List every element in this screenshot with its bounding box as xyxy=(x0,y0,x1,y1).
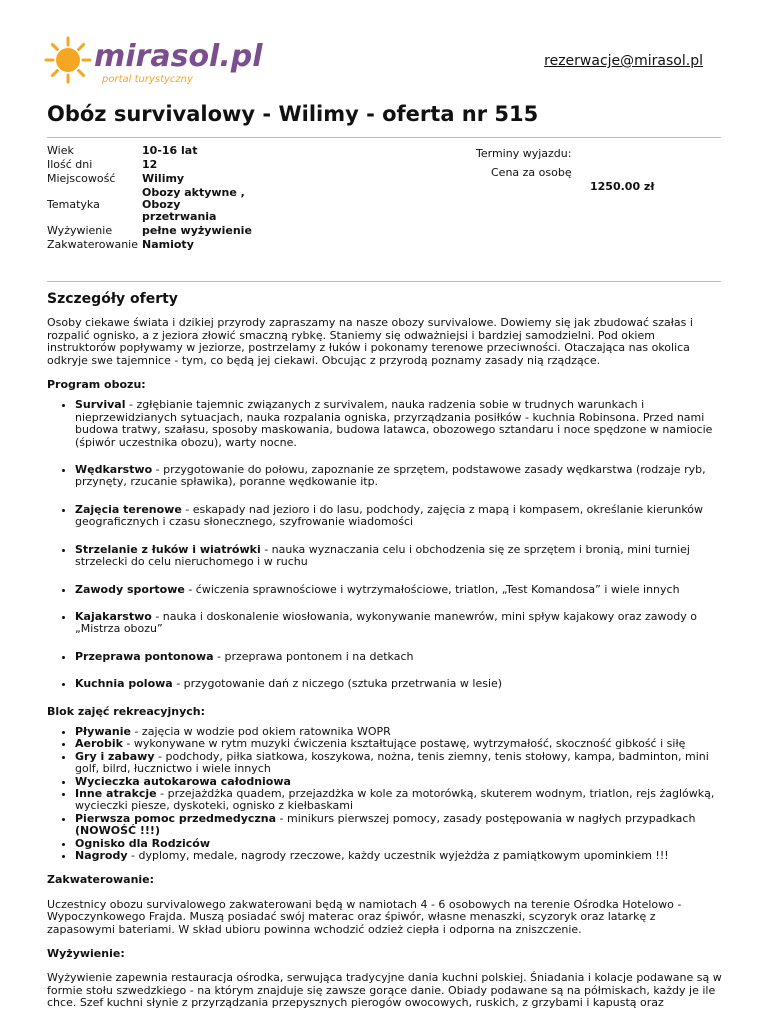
item-text: - nauka wyznaczania celu i obchodzenia się ze sprzętem i bronią, mini turniej strzelecki do celu nieruchomego i w ruchu xyxy=(75,542,690,569)
info-row xyxy=(45,144,256,158)
intro-text: Osoby ciekawe świata i dzikiej przyrody zapraszamy na nasze obozy survivalowe. Dowiemy się jak zbudować szałas i rozpalić ognisko, a z jeziora złowić smaczną rybkę. Staniemy się odważniejsi i bardziej samodzielni. Pod okiem instruktorów popływamy w jeziorze, postrzelamy z łuków i pokonamy terenowe przeciwności. Otaczająca nas okolica odkryje swe tajemnice - tym, co będą jej ciekawi. Obcując z przyrodą poznamy zasady nią rządzące. xyxy=(47,316,693,367)
info-row xyxy=(45,186,256,224)
list-item xyxy=(75,678,723,690)
info-label: Wyżywienie xyxy=(47,224,113,237)
item-title: Pierwsza pomoc przedmedyczna xyxy=(75,811,277,825)
info-value: 12 xyxy=(142,158,158,171)
accommodation-text: Uczestnicy obozu survivalowego zakwaterowani będą w namiotach 4 - 6 osobowych na terenie Ośrodka Hotelowo - Wypoczynkowego Frajda. Muszą posiadać swój materac oraz śpiwór, własne menaszki, scyzoryk oraz latarkę z zapasowymi bateriami. W skład ubioru powinna wchodzić odzież ciepła i odporna na zniszczenie. xyxy=(47,897,682,936)
info-label: Zakwaterowanie xyxy=(47,238,139,251)
recreation-heading: Blok zajęć rekreacyjnych: xyxy=(47,704,205,718)
item-title: Strzelanie z łuków i wiatrówki xyxy=(75,542,261,556)
details-heading: Szczegóły oferty xyxy=(47,291,178,307)
item-title: Zawody sportowe xyxy=(75,582,185,596)
item-title: Aerobik xyxy=(75,737,123,751)
list-item xyxy=(75,544,723,569)
list-item xyxy=(75,611,723,636)
item-text: - przeprawa pontonem i na detkach xyxy=(213,649,414,663)
item-title: Inne atrakcje xyxy=(75,786,157,800)
item-text: - eskapady nad jezioro i do lasu, podchody, zajęcia z mapą i kompasem, określanie kierunków geograficznych i czasu słonecznego, szyfrowanie wiadomości xyxy=(75,502,704,529)
item-text: - ćwiczenia sprawnościowe i wytrzymałościowe, triatlon, „Test Komandosa” i wiele innych xyxy=(184,582,680,596)
info-value: Wilimy xyxy=(142,172,185,185)
item-text: - zgłębianie tajemnic związanych z survivalem, nauka radzenia sobie w trudnych warunkach i nieprzewidzianych sytuacjach, nauka rozpalania ogniska, przyrządzania posiłków - kuchnia Robinsona. Przed nami budowa tratwy, szałasu, sposoby maskowania, budowa latawca, obozowego sztandaru i noce spędzone w namiocie (śpiwór uczestnika obozu), warty nocne. xyxy=(75,398,713,449)
item-title: Survival xyxy=(75,398,126,412)
info-value: Namioty xyxy=(142,238,194,251)
divider xyxy=(47,281,721,282)
info-value: pełne wyżywienie xyxy=(142,224,252,237)
list-item xyxy=(75,584,723,596)
item-text: - minikurs pierwszej pomocy, zasady postępowania w nagłych przypadkach xyxy=(276,811,696,825)
svg-text:mirasol.pl: mirasol.pl xyxy=(94,39,263,74)
list-item xyxy=(75,651,723,663)
info-row xyxy=(45,158,256,172)
item-title: Ognisko dla Rodziców xyxy=(75,836,210,850)
item-text: - przygotowanie do połowu, zapoznanie ze sprzętem, podstawowe zasady wędkarstwa (rodzaje ryb, przynęty, rzucanie spławika), poranne wędkowanie itp. xyxy=(75,463,706,489)
terms-label: Terminy wyjazdu: xyxy=(476,147,572,160)
item-title: Wędkarstwo xyxy=(75,463,153,477)
item-text: - przejażdżka quadem, przejazdżka w kole za motorówką, skuterem wodnym, triatlon, rejs żaglówką, wycieczki piesze, dyskoteki, ognisko z kiełbaskami xyxy=(75,786,715,813)
info-label: Wiek xyxy=(47,144,74,157)
sun-logo-icon xyxy=(42,34,282,92)
accommodation-heading: Zakwaterowanie: xyxy=(47,873,155,887)
item-title: Zajęcia terenowe xyxy=(75,502,182,516)
info-row xyxy=(45,238,256,252)
program-heading: Program obozu: xyxy=(47,378,146,392)
info-value: 10-16 lat xyxy=(142,144,198,157)
item-title: Nagrody xyxy=(75,849,128,862)
item-text: - podchody, piłka siatkowa, koszykowa, nożna, tenis ziemny, tenis stołowy, kampa, badminton, mini golf, bilrd, łucznictwo i wiele innych xyxy=(75,749,709,776)
info-label: Miejscowość xyxy=(47,172,116,185)
info-row xyxy=(45,172,256,186)
item-title: Kajakarstwo xyxy=(75,609,152,623)
info-row xyxy=(45,224,256,238)
item-text: - dyplomy, medale, nagrody rzeczowe, każdy uczestnik wyjeżdża z pamiątkowym upominkiem !!! xyxy=(127,849,669,862)
item-text: - zajęcia w wodzie pod okiem ratownika WOPR xyxy=(130,724,391,738)
offer-info-table xyxy=(45,144,256,252)
list-item xyxy=(75,751,723,776)
info-label: Ilość dni xyxy=(47,158,93,171)
item-suffix: (NOWOŚĆ !!!) xyxy=(75,824,160,838)
page-title: Obóz survivalowy - Wilimy - oferta nr 515 xyxy=(47,102,539,126)
list-item xyxy=(75,399,723,449)
price-label: Cena za osobę xyxy=(491,166,572,179)
item-title: Wycieczka autokarowa całodniowa xyxy=(75,774,291,788)
recreation-list xyxy=(47,726,723,862)
email-link[interactable]: rezerwacje@mirasol.pl xyxy=(544,53,703,69)
program-list xyxy=(47,399,723,690)
divider xyxy=(47,137,721,138)
svg-text:portal turystyczny: portal turystyczny xyxy=(102,74,193,85)
offer-details xyxy=(47,293,723,1022)
list-item xyxy=(75,788,723,813)
info-value: Obozy aktywne , Obozy przetrwania xyxy=(142,186,245,223)
item-text: - wykonywane w rytm muzyki ćwiczenia kształtujące postawę, wytrzymałość, skoczność gibkość i siłę xyxy=(122,737,686,751)
food-text: Wyżywienie zapewnia restauracja ośrodka, serwująca tradycyjne dania kuchni polskiej. Śniadania i kolacje podawane są w formie stołu szwedzkiego - na którym znajduje się zawsze gorące danie. Obiady podawane są na półmiskach, każdy je ile chce. Szef kuchni słynie z przyrządzania przepysznych pierogów owocowych, ruskich, z grzybami i kapustą oraz xyxy=(47,971,722,1010)
price-value: 1250.00 zł xyxy=(590,180,655,193)
item-text: - przygotowanie dań z niczego (sztuka przetrwania w lesie) xyxy=(172,677,503,691)
list-item xyxy=(75,813,723,838)
item-title: Kuchnia polowa xyxy=(75,677,173,691)
info-label: Tematyka xyxy=(47,198,100,211)
list-item xyxy=(75,464,723,489)
item-text: - nauka i doskonalenie wiosłowania, wykonywanie manewrów, mini spływ kajakowy oraz zawody o „Mistrza obozu” xyxy=(75,609,697,636)
item-title: Przeprawa pontonowa xyxy=(75,649,214,663)
list-item xyxy=(75,850,723,862)
item-title: Pływanie xyxy=(75,724,131,738)
mirasol-logo[interactable] xyxy=(42,34,282,92)
list-item xyxy=(75,504,723,529)
food-heading: Wyżywienie: xyxy=(47,947,125,961)
item-title: Gry i zabawy xyxy=(75,749,155,763)
